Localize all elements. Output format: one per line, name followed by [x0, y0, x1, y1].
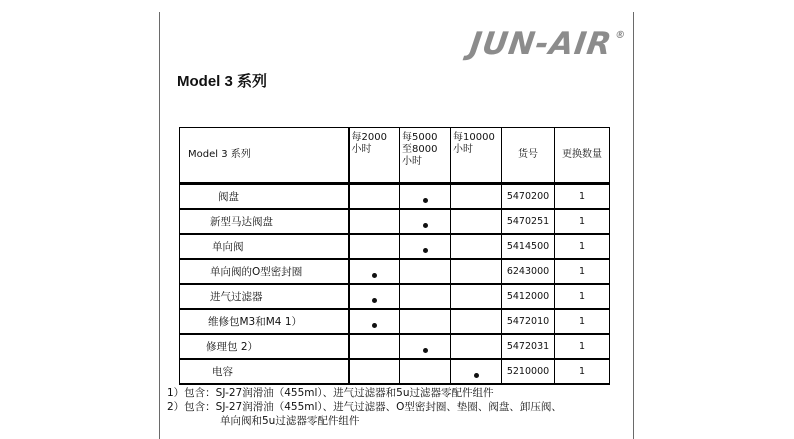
interval-cell: [400, 234, 451, 259]
part-number: 6243000: [502, 259, 555, 284]
replace-quantity: 1: [555, 259, 610, 284]
interval-cell: [349, 309, 400, 334]
bullet-mark: [423, 198, 428, 203]
table-row: [180, 309, 610, 334]
part-number: 5210000: [502, 359, 555, 384]
footnotes: [167, 386, 562, 428]
part-name: 进气过滤器: [180, 284, 349, 309]
page-border-right: [633, 12, 634, 439]
interval-cell: [349, 259, 400, 284]
interval-cell: [400, 359, 451, 384]
interval-cell: [400, 209, 451, 234]
bullet-mark: [372, 323, 377, 328]
header-model: Model 3 系列: [180, 128, 349, 184]
part-name: 电容: [180, 359, 349, 384]
table-row: [180, 234, 610, 259]
part-number: 5472010: [502, 309, 555, 334]
interval-cell: [400, 334, 451, 359]
footnote-2-continued: 单向阀和5u过滤器零配件组件: [220, 415, 360, 427]
replace-quantity: 1: [555, 284, 610, 309]
logo-text: JUN-AIR: [467, 26, 615, 62]
part-number: 5470251: [502, 209, 555, 234]
interval-cell: [451, 284, 502, 309]
header-5000-8000h: 每5000 至8000 小时: [400, 128, 451, 184]
part-number: 5414500: [502, 234, 555, 259]
interval-cell: [400, 284, 451, 309]
table-row: [180, 284, 610, 309]
table-row: [180, 209, 610, 234]
part-name: 单向阀: [180, 234, 349, 259]
replace-quantity: 1: [555, 309, 610, 334]
replace-quantity: 1: [555, 359, 610, 384]
table-row: [180, 334, 610, 359]
header-10000h: 每10000 小时: [451, 128, 502, 184]
part-name: 修理包 2）: [180, 334, 349, 359]
part-number: 5472031: [502, 334, 555, 359]
interval-cell: [451, 209, 502, 234]
footnote-2: 2）包含：SJ-27润滑油（455ml）、进气过滤器、O型密封圈、垫圈、阀盘、卸压阀、: [167, 401, 562, 413]
maintenance-table: [179, 127, 610, 385]
interval-cell: [451, 334, 502, 359]
interval-cell: [400, 259, 451, 284]
jun-air-logo: [467, 26, 627, 62]
part-name: 阀盘: [180, 184, 349, 210]
registered-mark: ®: [614, 30, 627, 41]
interval-cell: [400, 184, 451, 210]
replace-quantity: 1: [555, 334, 610, 359]
bullet-mark: [372, 273, 377, 278]
part-name: 维修包M3和M4 1）: [180, 309, 349, 334]
interval-cell: [451, 309, 502, 334]
bullet-mark: [474, 373, 479, 378]
interval-cell: [451, 259, 502, 284]
part-number: 5470200: [502, 184, 555, 210]
interval-cell: [349, 209, 400, 234]
replace-quantity: 1: [555, 234, 610, 259]
header-part-number: 货号: [502, 128, 555, 184]
bullet-mark: [423, 348, 428, 353]
table-row: [180, 259, 610, 284]
interval-cell: [349, 359, 400, 384]
table-row: [180, 184, 610, 210]
interval-cell: [349, 334, 400, 359]
page-border-left: [159, 12, 160, 439]
interval-cell: [400, 309, 451, 334]
bullet-mark: [423, 248, 428, 253]
bullet-mark: [372, 298, 377, 303]
interval-cell: [451, 234, 502, 259]
table-header-row: [180, 128, 610, 184]
header-quantity: 更换数量: [555, 128, 610, 184]
replace-quantity: 1: [555, 184, 610, 210]
interval-cell: [451, 184, 502, 210]
bullet-mark: [423, 223, 428, 228]
table-row: [180, 359, 610, 384]
header-2000h: 每2000 小时: [349, 128, 400, 184]
replace-quantity: 1: [555, 209, 610, 234]
page-title: Model 3 系列: [177, 73, 268, 90]
interval-cell: [349, 234, 400, 259]
footnote-1: 1）包含：SJ-27润滑油（455ml）、进气过滤器和5u过滤器零配件组件: [167, 387, 494, 399]
part-number: 5412000: [502, 284, 555, 309]
interval-cell: [349, 284, 400, 309]
interval-cell: [349, 184, 400, 210]
part-name: 单向阀的O型密封圈: [180, 259, 349, 284]
part-name: 新型马达阀盘: [180, 209, 349, 234]
interval-cell: [451, 359, 502, 384]
